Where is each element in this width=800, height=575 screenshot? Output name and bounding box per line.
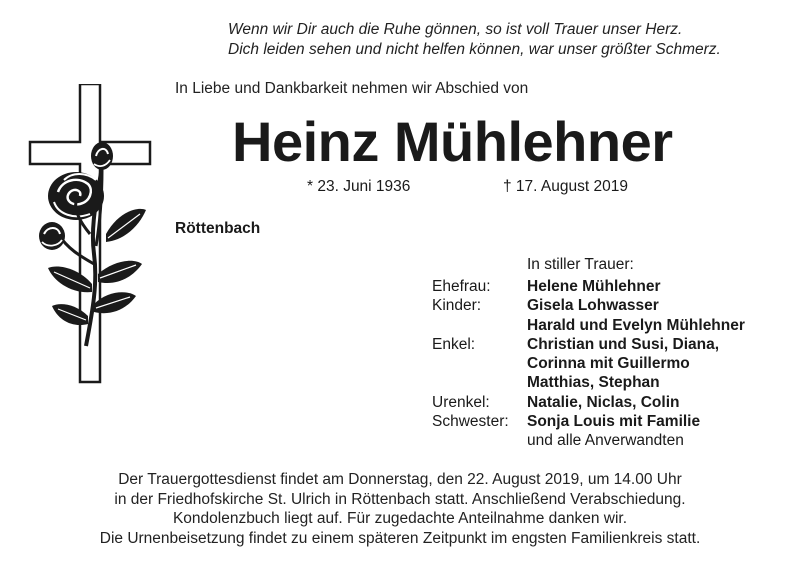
mourner-name: Christian und Susi, Diana, bbox=[527, 335, 720, 353]
mourner-role: Urenkel: bbox=[432, 393, 490, 411]
mourner-role: Enkel: bbox=[432, 335, 476, 353]
mourner-role bbox=[432, 373, 527, 392]
quote-line: Wenn wir Dir auch die Ruhe gönnen, so ist voll Trauer unser Herz. bbox=[228, 21, 683, 38]
mourner-row bbox=[432, 296, 745, 315]
mourner-row bbox=[432, 412, 745, 431]
service-line: Die Urnenbeisetzung findet zu einem späteren Zeitpunkt im engsten Familienkreis statt. bbox=[99, 529, 701, 547]
service-line: in der Friedhofskirche St. Ulrich in Röttenbach statt. Anschließend Verabschiedung. bbox=[114, 490, 686, 508]
mourner-name: Helene Mühlehner bbox=[527, 278, 661, 295]
mourner-role bbox=[432, 431, 527, 450]
mourner-role bbox=[432, 354, 527, 373]
service-details bbox=[0, 470, 800, 548]
mourner-name: Corinna mit Guillermo bbox=[527, 355, 690, 373]
mourner-row bbox=[432, 373, 745, 392]
deceased-name: Heinz Mühlehner bbox=[232, 110, 673, 173]
mourner-row bbox=[432, 393, 745, 412]
mourner-row bbox=[432, 277, 745, 296]
mourner-name: und alle Anverwandten bbox=[527, 432, 684, 450]
mourner-role: Ehefrau: bbox=[432, 278, 491, 295]
mourner-name: Natalie, Niclas, Colin bbox=[527, 393, 680, 411]
birth-date: * 23. Juni 1936 bbox=[307, 178, 411, 195]
memorial-quote bbox=[228, 20, 721, 60]
mourning-header: In stiller Trauer: bbox=[527, 256, 634, 273]
mourner-name: Harald und Evelyn Mühlehner bbox=[527, 316, 745, 334]
mourner-role: Schwester: bbox=[432, 413, 509, 431]
intro-text: In Liebe und Dankbarkeit nehmen wir Abschied von bbox=[175, 80, 529, 97]
mourners-list bbox=[432, 277, 745, 451]
mourner-row bbox=[432, 431, 745, 450]
mourner-row bbox=[432, 316, 745, 335]
cross-with-roses-icon bbox=[28, 84, 153, 389]
mourner-name: Matthias, Stephan bbox=[527, 374, 660, 392]
service-line: Der Trauergottesdienst findet am Donnerstag, den 22. August 2019, um 14.00 Uhr bbox=[118, 471, 682, 488]
mourner-row bbox=[432, 354, 745, 373]
mourner-name: Gisela Lohwasser bbox=[527, 297, 659, 315]
hometown: Röttenbach bbox=[175, 220, 261, 237]
mourner-role: Kinder: bbox=[432, 297, 482, 315]
death-date: † 17. August 2019 bbox=[503, 178, 628, 195]
mourner-role bbox=[432, 316, 527, 335]
mourner-name: Sonja Louis mit Familie bbox=[527, 413, 701, 431]
mourner-row bbox=[432, 335, 745, 354]
quote-line: Dich leiden sehen und nicht helfen können, war unser größter Schmerz. bbox=[228, 41, 721, 58]
service-line: Kondolenzbuch liegt auf. Für zugedachte Anteilnahme danken wir. bbox=[172, 510, 628, 527]
